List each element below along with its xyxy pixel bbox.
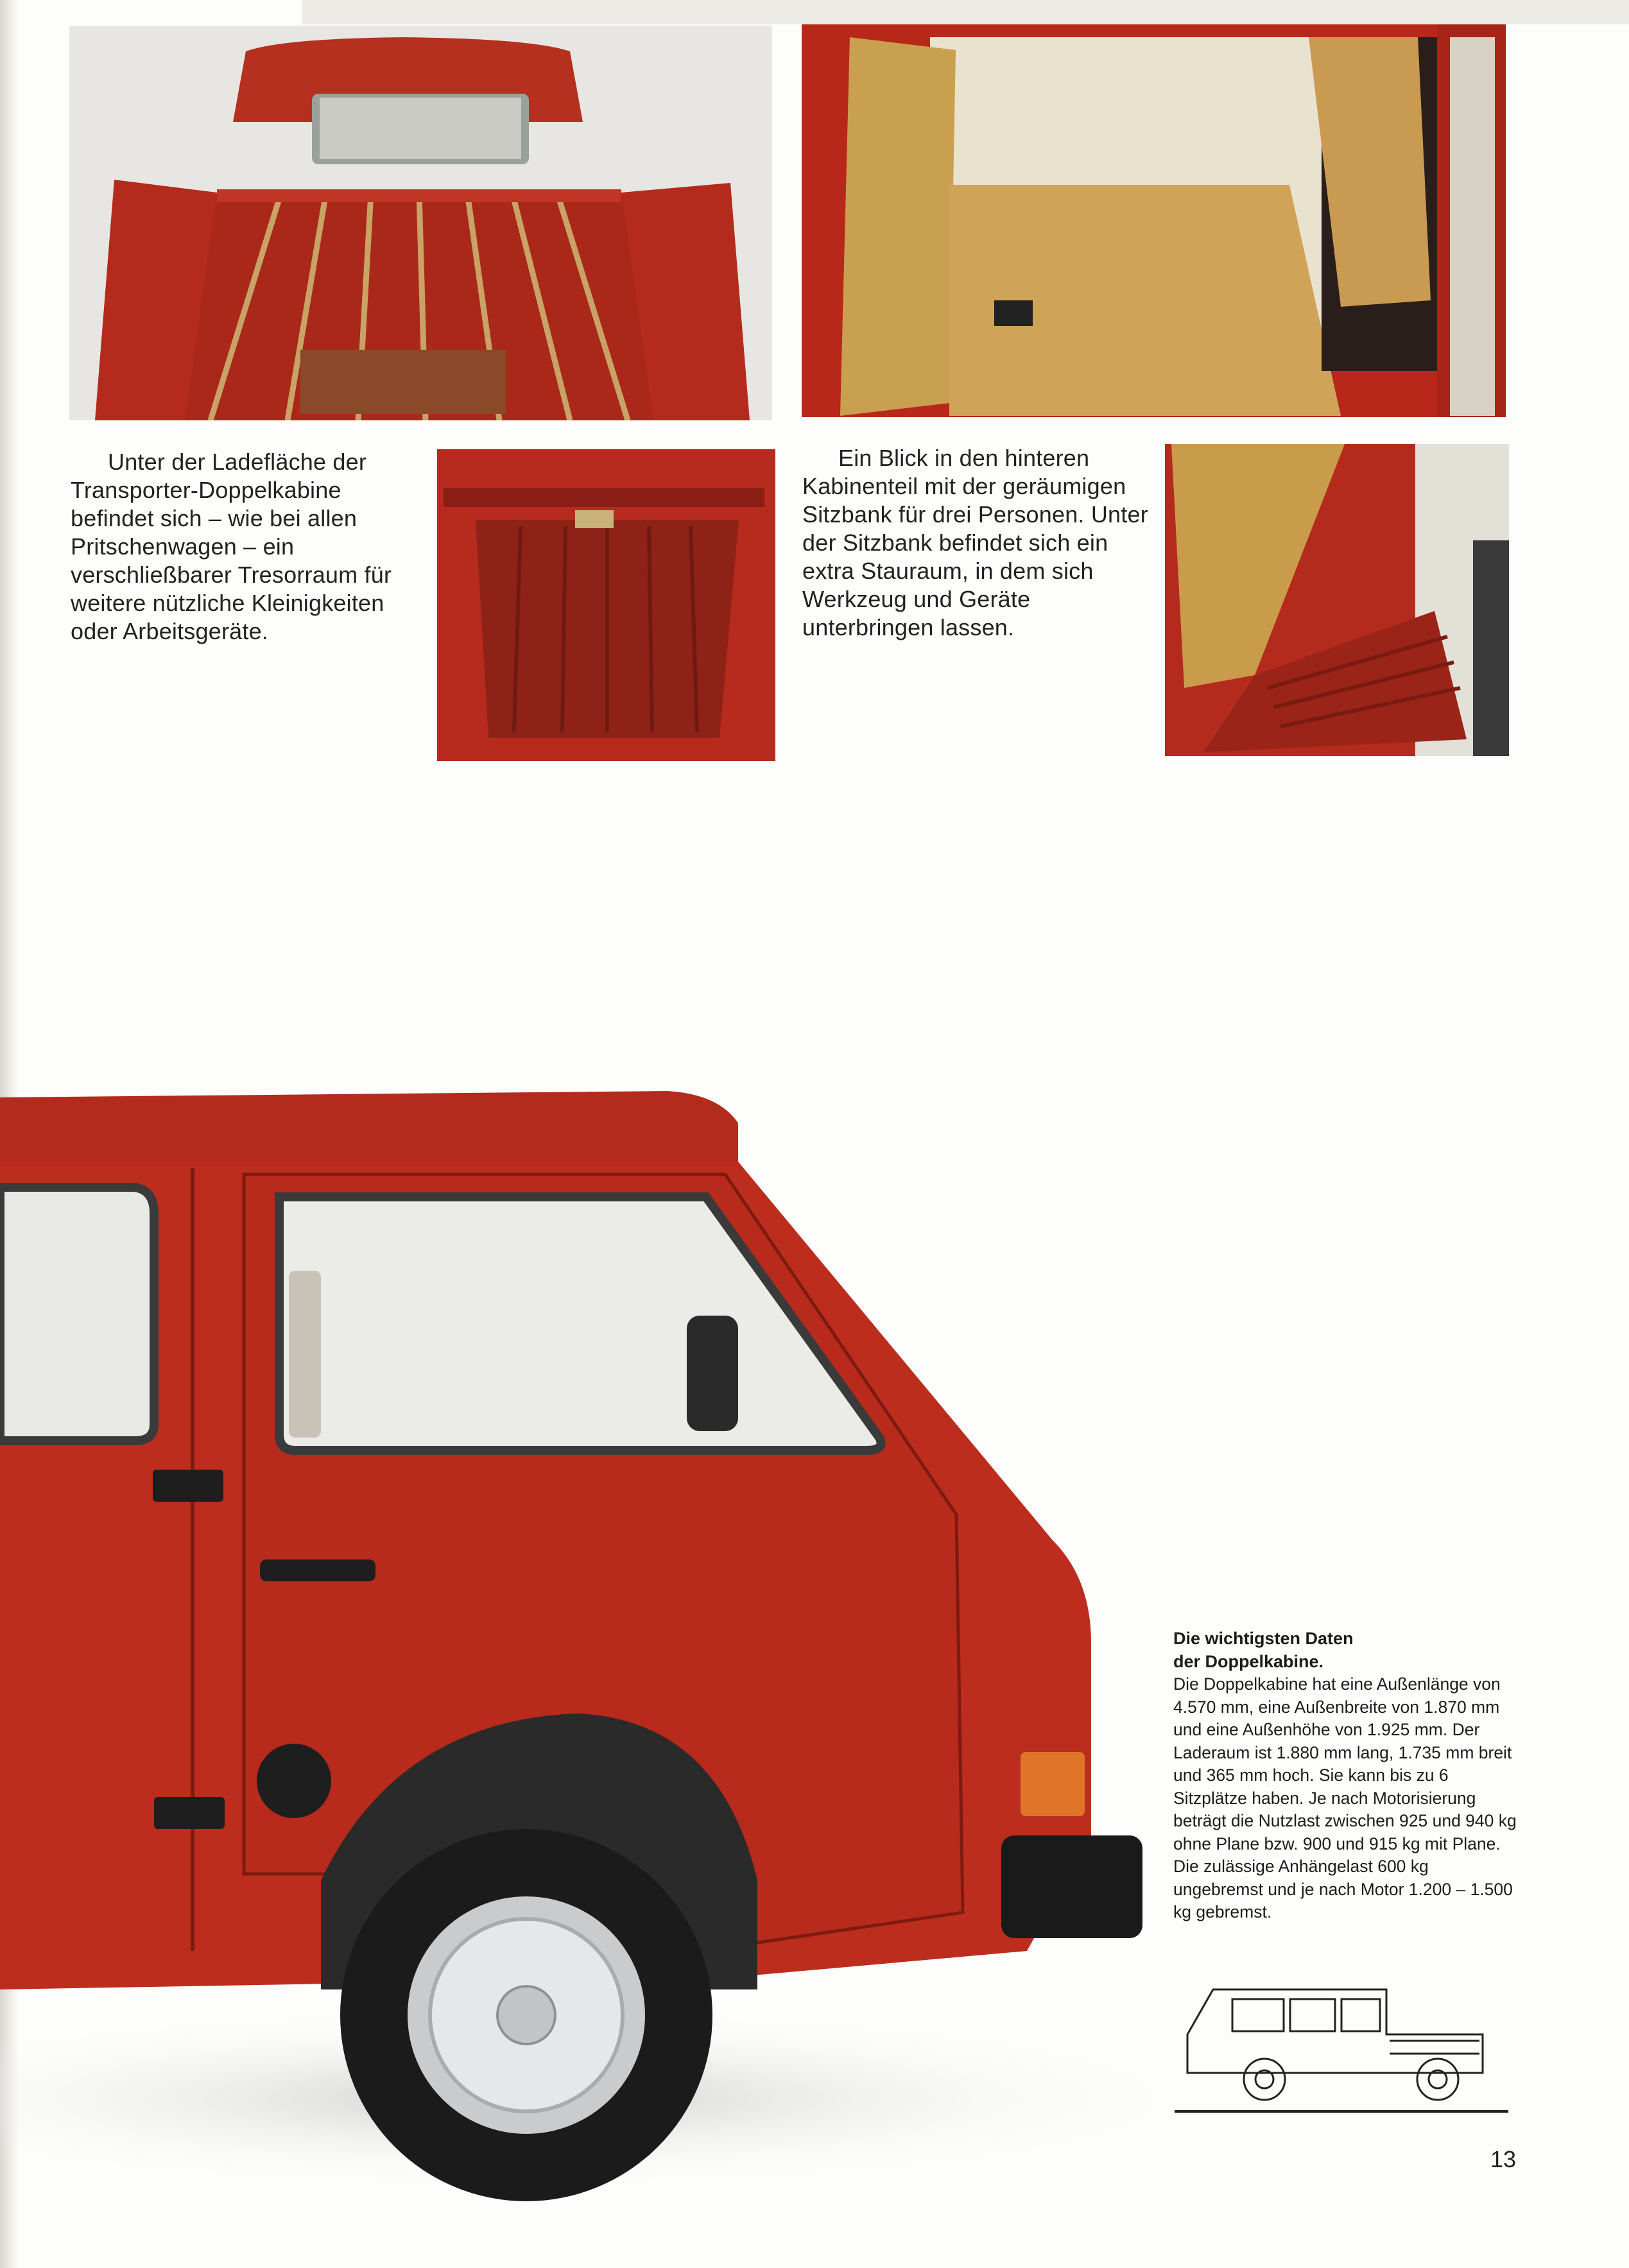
photo-rear-bench-interior	[802, 24, 1506, 417]
photo-pickup-bed	[69, 26, 772, 420]
vehicle-line-drawing	[1175, 1964, 1508, 2118]
specs-body: Die Doppelkabine hat eine Außenlänge von 4.570 mm, eine Außenbreite von 1.870 mm und eine Außenhöhe von 1.925 mm. Der Laderaum ist 1.880 mm lang, 1.735 mm breit und 365 mm hoch. Sie kann bis zu 6 Sitzplätze haben. Je nach Motorisierung beträgt die Nutzlast zwischen 925 und 940 kg ohne Plane bzw. 900 und 915 kg mit Plane. Die zulässige Anhängelast 600 kg ungebremst und je nach Motor 1.200 – 1.500 kg gebremst.	[1173, 1674, 1517, 1921]
photo-doppelkabine-side	[0, 1078, 1149, 2201]
previous-page-edge	[302, 0, 1629, 24]
specs-heading-line1: Die wichtigsten Daten	[1173, 1629, 1354, 1648]
specs-block	[1173, 1628, 1520, 1924]
photo-under-bench-storage	[1165, 444, 1509, 756]
photo-storage-compartment	[437, 449, 775, 761]
caption-storage-compartment: Unter der Ladefläche der Transporter-Doppelkabine befindet sich – wie bei allen Pritschenwagen – ein verschließbarer Tresorraum für weitere nützliche Kleinigkeiten oder Arbeitsgeräte.	[71, 449, 392, 644]
caption-rear-cabin: Ein Blick in den hinteren Kabinenteil mit der geräumigen Sitzbank für drei Personen. Unter der Sitzbank befindet sich ein extra Stauraum, in dem sich Werkzeug und Geräte unterbringen lassen.	[802, 445, 1148, 640]
specs-heading-line2: der Doppelkabine.	[1173, 1651, 1324, 1671]
page-number: 13	[1490, 2146, 1517, 2172]
